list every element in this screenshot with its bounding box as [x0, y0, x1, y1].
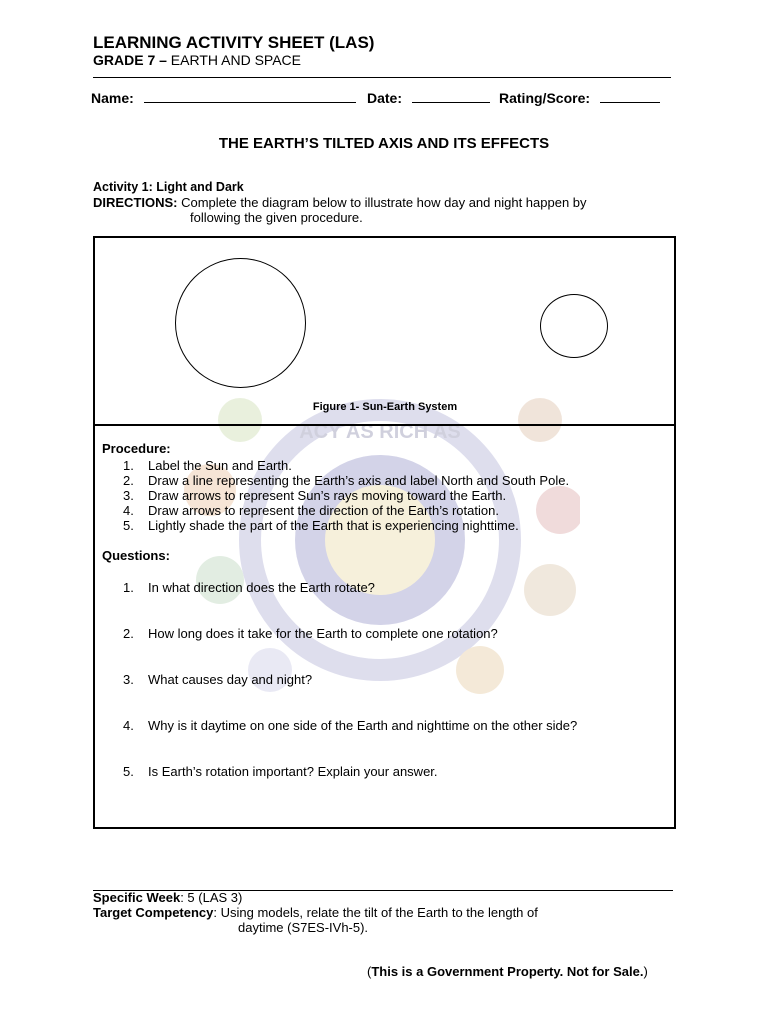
competency-label: Target Competency — [93, 905, 214, 920]
directions-text-2: following the given procedure. — [190, 210, 363, 225]
date-label: Date: — [367, 90, 403, 106]
list-item: 2. Draw a line representing the Earth’s axis and label North and South Pole. — [123, 473, 570, 488]
directions-text-1: Complete the diagram below to illustrate how day and night happen by — [177, 195, 587, 210]
name-input[interactable] — [144, 88, 356, 103]
grade-line — [93, 52, 301, 68]
list-item: 3. Draw arrows to represent Sun’s rays moving toward the Earth. — [123, 488, 507, 503]
question-item: 5. Is Earth’s rotation important? Explain your answer. — [123, 764, 438, 779]
seal-text: ACY AS RICH AS — [299, 421, 461, 443]
directions — [93, 195, 587, 225]
question-item: 3. What causes day and night? — [123, 672, 313, 687]
procedure-list — [123, 458, 569, 533]
specific-week — [93, 890, 242, 905]
activity-title: Activity 1: Light and Dark — [93, 180, 244, 194]
week-label: Specific Week — [93, 890, 181, 905]
directions-label: DIRECTIONS: — [93, 195, 178, 210]
question-item: 1. In what direction does the Earth rotate? — [123, 580, 375, 595]
sheet-title: LEARNING ACTIVITY SHEET (LAS) — [93, 33, 375, 52]
grade-subject: EARTH AND SPACE — [166, 52, 301, 68]
date-field — [367, 88, 490, 106]
competency-text-2: daytime (S7ES-IVh-5). — [238, 920, 369, 935]
rating-input[interactable] — [600, 88, 660, 103]
date-input[interactable] — [412, 88, 490, 103]
question-item: 4. Why is it daytime on one side of the Earth and nighttime on the other side? — [123, 718, 578, 733]
property-notice: (This is a Government Property. Not for Sale.) — [367, 964, 648, 979]
competency-text-1: : Using models, relate the tilt of the Earth to the length of — [213, 905, 538, 920]
week-value: : 5 (LAS 3) — [180, 890, 243, 905]
grade-label: GRADE 7 – — [93, 52, 167, 68]
list-item: 5. Lightly shade the part of the Earth that is experiencing nighttime. — [123, 518, 519, 533]
header-rule — [93, 77, 671, 78]
questions-heading: Questions: — [102, 548, 170, 563]
name-label: Name: — [91, 90, 134, 106]
list-item: 1. Label the Sun and Earth. — [123, 458, 292, 473]
page-title: THE EARTH’S TILTED AXIS AND ITS EFFECTS — [218, 135, 550, 152]
list-item: 4. Draw arrows to represent the direction of the Earth’s rotation. — [123, 503, 499, 518]
question-item: 2. How long does it take for the Earth to complete one rotation? — [123, 626, 498, 641]
sun-circle — [175, 258, 306, 388]
rating-label: Rating/Score: — [499, 90, 591, 106]
rating-field — [499, 88, 660, 106]
figure-caption: Figure 1- Sun-Earth System — [312, 401, 458, 413]
earth-circle — [540, 294, 608, 358]
procedure-heading: Procedure: — [102, 441, 171, 456]
target-competency — [93, 905, 538, 935]
name-field — [91, 88, 356, 106]
